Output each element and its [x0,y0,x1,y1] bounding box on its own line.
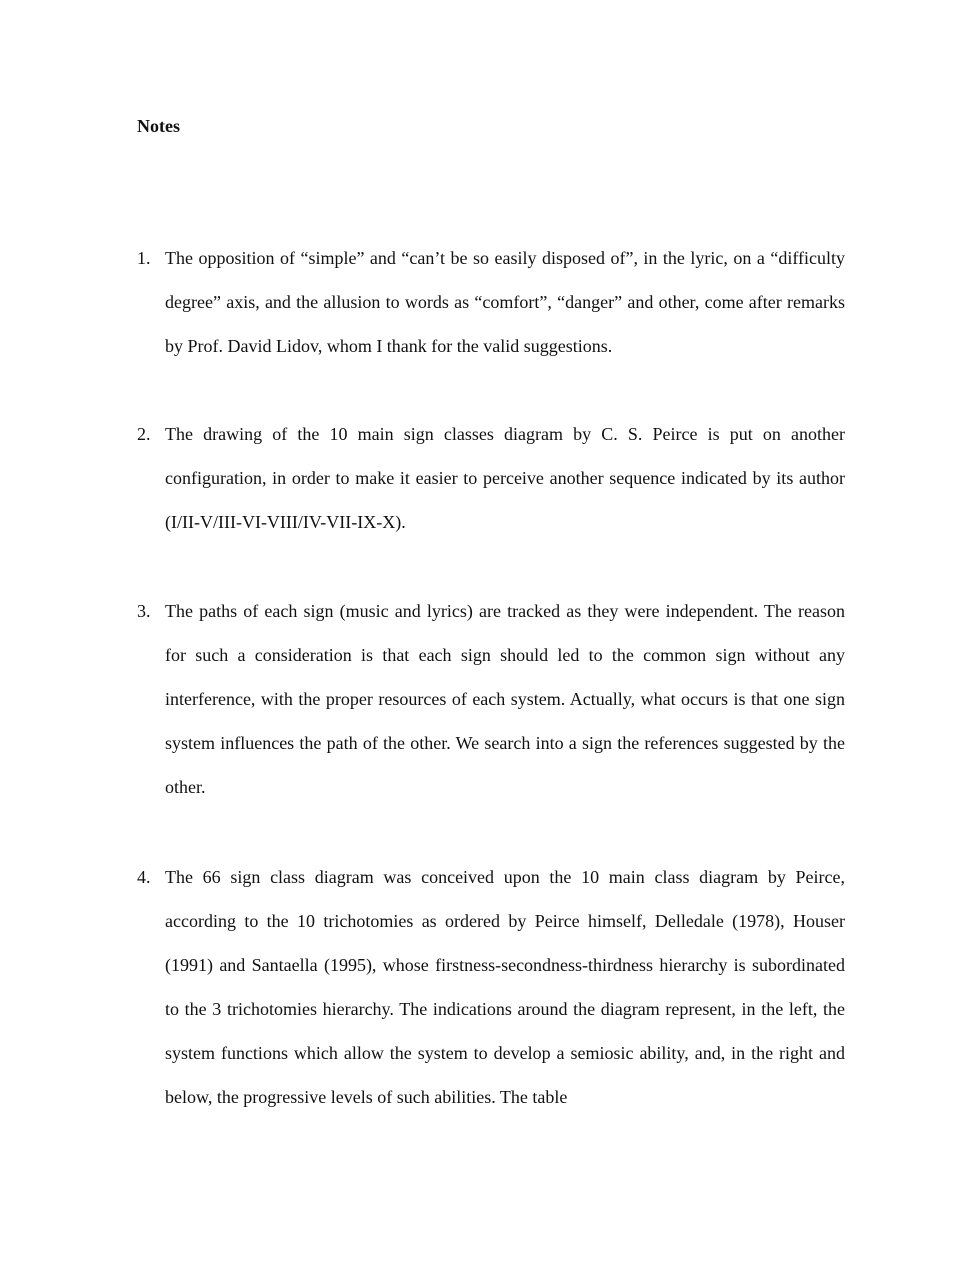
note-text: The 66 sign class diagram was conceived upon the 10 main class diagram by Peirce, according to the 10 trichotomies as ordered by Peirce himself, Delledale (1978), Houser (1991) and Santaella (1995), whose firstness-secondness-thirdness hierarchy is subordinated to the 3 trichotomies hierarchy. The indications around the diagram represent, in the left, the system functions which allow the system to develop a semiosic ability, and, in the right and below, the progressive levels of such abilities. The table [165,867,845,1107]
note-text: The opposition of “simple” and “can’t be so easily disposed of”, in the lyric, on a “difficulty degree” axis, and the allusion to words as “comfort”, “danger” and other, come after remarks by Prof. David Lidov, whom I thank for the valid suggestions. [165,248,845,356]
note-number: 3. [137,601,151,621]
note-item-4 [137,855,845,1119]
note-number: 2. [137,424,151,444]
note-text: The paths of each sign (music and lyrics) are tracked as they were independent. The reason for such a consideration is that each sign should led to the common sign without any interference, with the proper resources of each system. Actually, what occurs is that one sign system influences the path of the other. We search into a sign the references suggested by the other. [165,601,845,797]
note-number: 1. [137,248,151,268]
note-item-1 [137,236,845,368]
note-number: 4. [137,867,151,887]
note-text: The drawing of the 10 main sign classes diagram by C. S. Peirce is put on another configuration, in order to make it easier to perceive another sequence indicated by its author (I/II-V/III-VI-VIII/IV-VII-IX-X). [165,424,845,532]
note-item-2 [137,412,845,544]
notes-heading: Notes [137,116,180,136]
note-item-3 [137,589,845,809]
